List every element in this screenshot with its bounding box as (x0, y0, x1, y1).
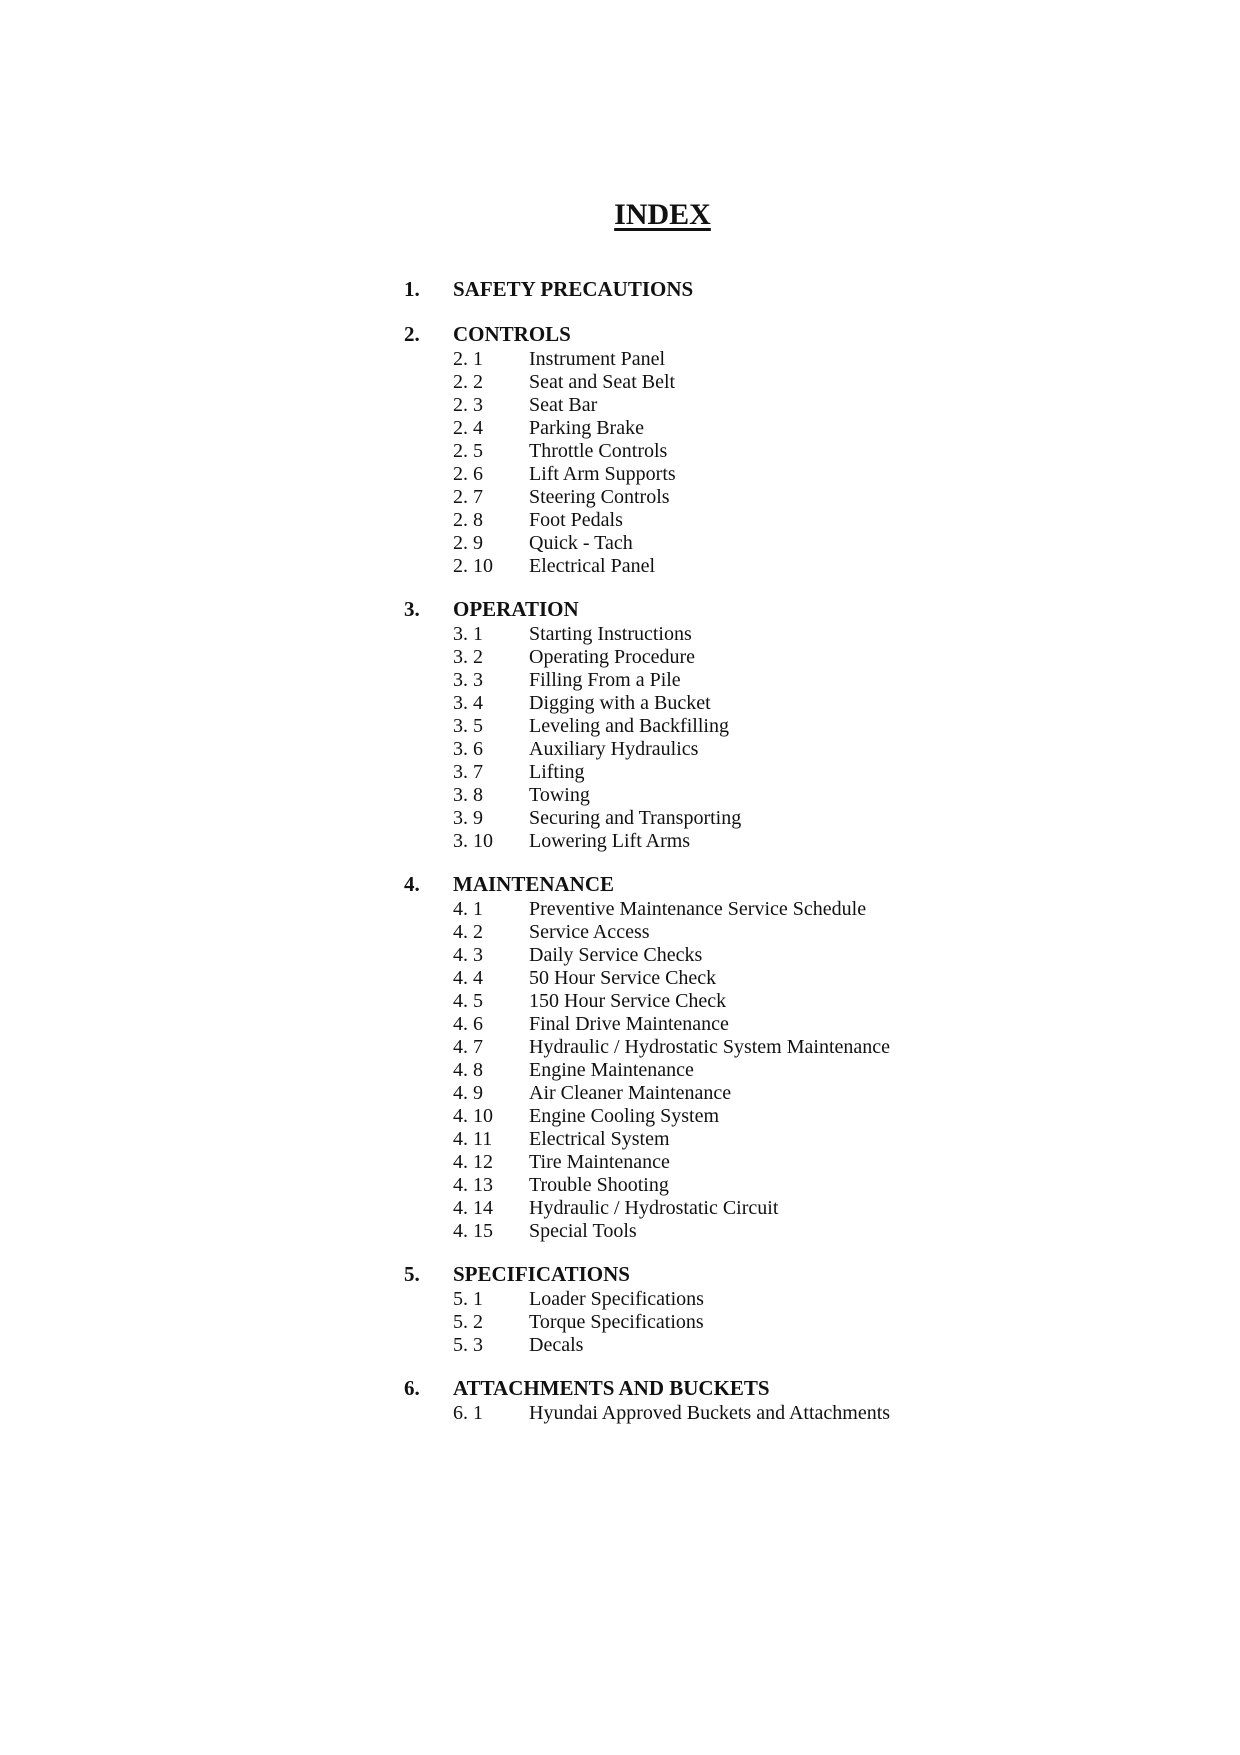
toc-entry (404, 1105, 1024, 1128)
entry-title: Leveling and Backfilling (529, 715, 729, 737)
entry-number: 2. 3 (453, 394, 483, 416)
entry-number: 3. 2 (453, 646, 483, 668)
section-title: SAFETY PRECAUTIONS (453, 277, 694, 301)
toc-section (404, 276, 1024, 303)
section-heading (404, 321, 1024, 348)
entry-title: Seat Bar (529, 394, 598, 416)
section-heading (404, 1261, 1024, 1288)
entry-title: Engine Cooling System (529, 1105, 719, 1127)
toc-entry (404, 715, 1024, 738)
toc-entry (404, 898, 1024, 921)
entry-title: Throttle Controls (529, 440, 668, 462)
toc-section (404, 871, 1024, 1243)
toc-entry (404, 371, 1024, 394)
toc-entry (404, 1311, 1024, 1334)
entry-title: Digging with a Bucket (529, 692, 711, 714)
section-title: OPERATION (453, 597, 579, 621)
entry-title: Foot Pedals (529, 509, 623, 531)
entry-number: 5. 2 (453, 1311, 483, 1333)
entry-number: 2. 6 (453, 463, 483, 485)
entry-number: 4. 11 (453, 1128, 493, 1150)
toc-entry (404, 807, 1024, 830)
entry-title: 150 Hour Service Check (529, 990, 727, 1012)
section-heading (404, 276, 1024, 303)
toc-entry (404, 692, 1024, 715)
toc-entry (404, 1128, 1024, 1151)
entry-number: 3. 5 (453, 715, 483, 737)
page-title: INDEX (614, 198, 711, 231)
entry-number: 3. 10 (453, 830, 493, 852)
entry-number: 4. 7 (453, 1036, 483, 1058)
section-number: 6. (404, 1376, 420, 1400)
entry-title: Engine Maintenance (529, 1059, 694, 1081)
entry-title: Securing and Transporting (529, 807, 742, 829)
entry-title: Parking Brake (529, 417, 644, 439)
entry-title: Hydraulic / Hydrostatic System Maintenance (529, 1036, 891, 1058)
entry-title: Filling From a Pile (529, 669, 681, 691)
entry-number: 4. 10 (453, 1105, 493, 1127)
section-title: CONTROLS (453, 322, 571, 346)
entry-title: Towing (529, 784, 590, 806)
section-title: SPECIFICATIONS (453, 1262, 630, 1286)
entry-number: 2. 8 (453, 509, 483, 531)
entry-title: Lowering Lift Arms (529, 830, 691, 852)
entry-title: Operating Procedure (529, 646, 696, 668)
section-number: 2. (404, 322, 420, 346)
entry-title: Air Cleaner Maintenance (529, 1082, 732, 1104)
entry-title: Torque Specifications (529, 1311, 704, 1333)
toc-entry (404, 1220, 1024, 1243)
entry-title: Hydraulic / Hydrostatic Circuit (529, 1197, 779, 1219)
entry-title: Electrical System (529, 1128, 670, 1150)
toc-entry (404, 1174, 1024, 1197)
section-heading (404, 871, 1024, 898)
entry-number: 4. 1 (453, 898, 483, 920)
toc-entry (404, 1151, 1024, 1174)
entry-title: Service Access (529, 921, 650, 943)
toc-section (404, 321, 1024, 578)
entry-number: 3. 9 (453, 807, 483, 829)
entry-number: 3. 6 (453, 738, 483, 760)
toc-entry (404, 784, 1024, 807)
toc-entry (404, 921, 1024, 944)
entry-number: 2. 7 (453, 486, 483, 508)
toc-entry (404, 738, 1024, 761)
toc-entry (404, 1197, 1024, 1220)
section-number: 4. (404, 872, 420, 896)
entry-title: Lift Arm Supports (529, 463, 676, 485)
entry-number: 4. 4 (453, 967, 483, 989)
toc-entry (404, 669, 1024, 692)
entry-title: Daily Service Checks (529, 944, 703, 966)
section-number: 3. (404, 597, 420, 621)
entry-number: 2. 4 (453, 417, 483, 439)
toc-section (404, 596, 1024, 853)
entry-number: 4. 9 (453, 1082, 483, 1104)
toc-entry (404, 486, 1024, 509)
section-heading (404, 1375, 1024, 1402)
toc-entry (404, 1082, 1024, 1105)
entry-title: Seat and Seat Belt (529, 371, 676, 393)
toc-entry (404, 463, 1024, 486)
toc-entry (404, 990, 1024, 1013)
entry-number: 3. 4 (453, 692, 483, 714)
entry-number: 5. 1 (453, 1288, 483, 1310)
toc-entry (404, 1402, 1024, 1425)
entry-number: 4. 14 (453, 1197, 493, 1219)
toc-entry (404, 1059, 1024, 1082)
toc-entry (404, 646, 1024, 669)
section-heading (404, 596, 1024, 623)
section-title: ATTACHMENTS AND BUCKETS (453, 1376, 770, 1400)
toc-entry (404, 348, 1024, 371)
entry-title: Lifting (529, 761, 585, 783)
entry-title: Starting Instructions (529, 623, 692, 645)
entry-number: 5. 3 (453, 1334, 483, 1356)
entry-title: Hyundai Approved Buckets and Attachments (529, 1402, 891, 1424)
entry-number: 6. 1 (453, 1402, 483, 1424)
toc-entry (404, 394, 1024, 417)
entry-title: Instrument Panel (529, 348, 666, 370)
toc-entry (404, 623, 1024, 646)
entry-title: Decals (529, 1334, 584, 1356)
entry-number: 4. 3 (453, 944, 483, 966)
section-number: 5. (404, 1262, 420, 1286)
toc-entry (404, 532, 1024, 555)
entry-number: 4. 2 (453, 921, 483, 943)
table-of-contents (404, 276, 1024, 1443)
section-title: MAINTENANCE (453, 872, 615, 896)
entry-number: 2. 1 (453, 348, 483, 370)
entry-title: Special Tools (529, 1220, 637, 1242)
entry-number: 2. 5 (453, 440, 483, 462)
toc-entry (404, 761, 1024, 784)
entry-title: Trouble Shooting (529, 1174, 669, 1196)
entry-title: Auxiliary Hydraulics (529, 738, 699, 760)
entry-number: 4. 5 (453, 990, 483, 1012)
entry-number: 2. 2 (453, 371, 483, 393)
toc-entry (404, 417, 1024, 440)
toc-entry (404, 1288, 1024, 1311)
toc-entry (404, 1036, 1024, 1059)
entry-number: 3. 1 (453, 623, 483, 645)
entry-title: Preventive Maintenance Service Schedule (529, 898, 867, 920)
section-number: 1. (404, 277, 420, 301)
entry-number: 2. 10 (453, 555, 493, 577)
entry-number: 4. 15 (453, 1220, 493, 1242)
entry-number: 4. 8 (453, 1059, 483, 1081)
toc-section (404, 1375, 1024, 1425)
toc-entry (404, 830, 1024, 853)
entry-title: Loader Specifications (529, 1288, 704, 1310)
toc-entry (404, 509, 1024, 532)
entry-title: 50 Hour Service Check (529, 967, 717, 989)
entry-title: Quick - Tach (529, 532, 633, 554)
entry-number: 3. 8 (453, 784, 483, 806)
entry-number: 2. 9 (453, 532, 483, 554)
toc-entry (404, 440, 1024, 463)
entry-number: 3. 3 (453, 669, 483, 691)
entry-number: 4. 13 (453, 1174, 493, 1196)
toc-section (404, 1261, 1024, 1357)
entry-number: 3. 7 (453, 761, 483, 783)
toc-entry (404, 967, 1024, 990)
entry-title: Steering Controls (529, 486, 670, 508)
toc-entry (404, 944, 1024, 967)
toc-entry (404, 1334, 1024, 1357)
entry-title: Electrical Panel (529, 555, 656, 577)
entry-number: 4. 6 (453, 1013, 483, 1035)
entry-number: 4. 12 (453, 1151, 493, 1173)
toc-entry (404, 555, 1024, 578)
entry-title: Final Drive Maintenance (529, 1013, 729, 1035)
entry-title: Tire Maintenance (529, 1151, 670, 1173)
toc-entry (404, 1013, 1024, 1036)
